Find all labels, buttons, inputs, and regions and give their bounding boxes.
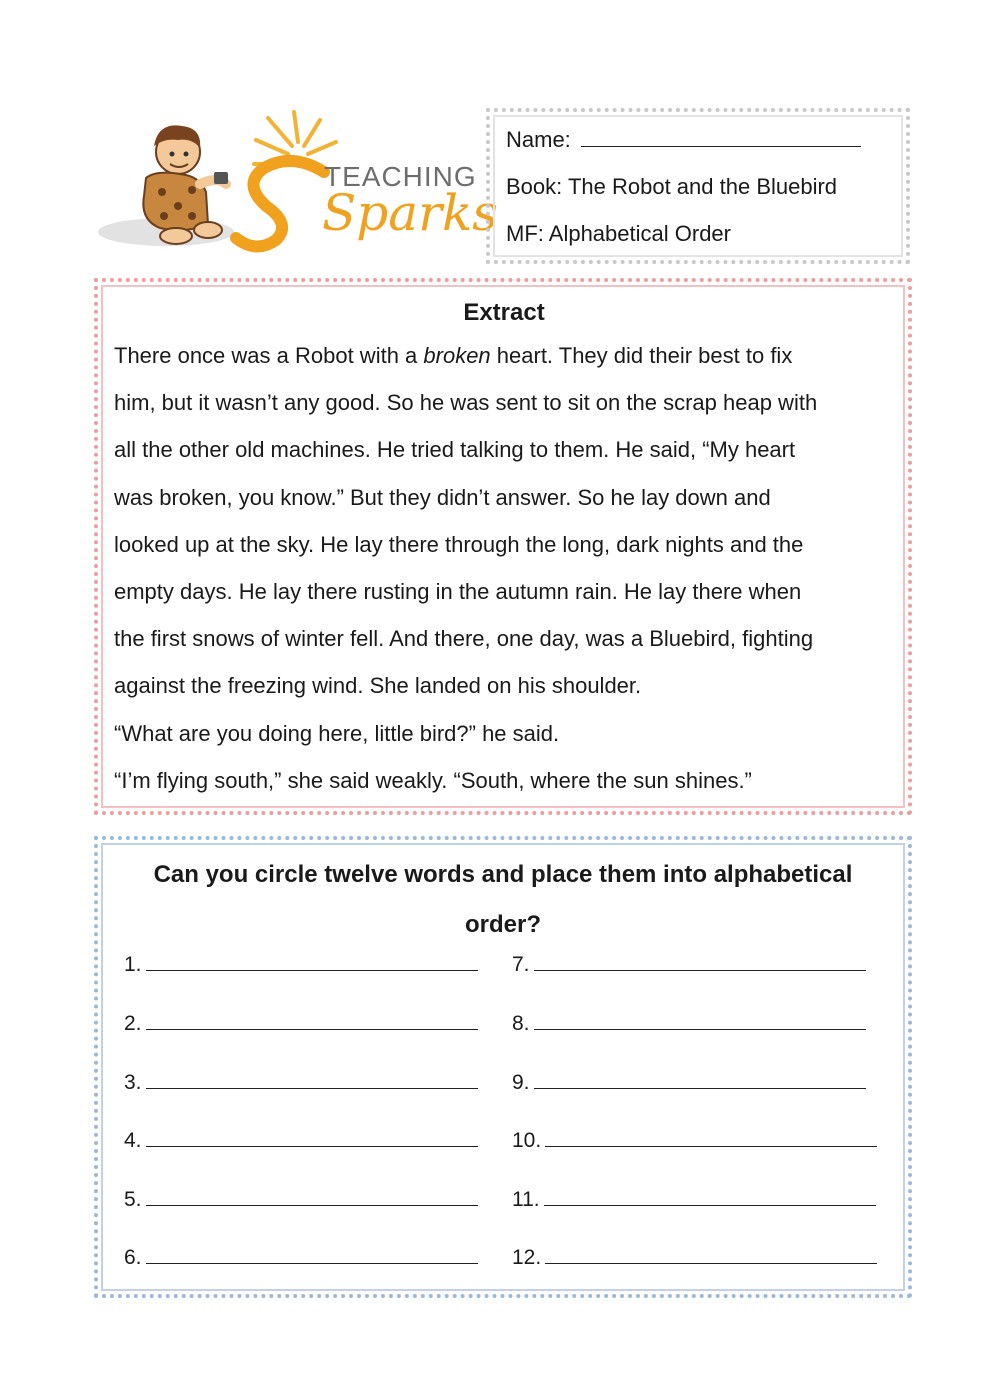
- extract-paragraph: [114, 332, 894, 710]
- emphasis-text: broken: [423, 343, 491, 368]
- answer-item: 4.: [124, 1126, 478, 1156]
- answer-line[interactable]: [146, 1068, 478, 1089]
- answer-line[interactable]: [146, 1009, 478, 1030]
- svg-text:Sparks: Sparks: [322, 184, 498, 242]
- extract-heading: Extract: [463, 299, 545, 326]
- extract-quote: “What are you doing here, little bird?” he said.: [114, 720, 560, 746]
- extract-line: against the freezing wind. She landed on his shoulder.: [114, 673, 642, 699]
- answer-line[interactable]: [545, 1126, 877, 1147]
- answer-list: [112, 950, 894, 1310]
- answer-item: 7.: [512, 950, 866, 980]
- extract-line: There once was a Robot with a broken heart. They did their best to fix: [114, 343, 793, 368]
- answer-item: 5.: [124, 1185, 478, 1215]
- caveman-icon: [143, 125, 228, 244]
- task-question: Can you circle twelve words and place them into alphabetical order?: [153, 861, 853, 938]
- book-title: Book: The Robot and the Bluebird: [506, 174, 838, 199]
- answer-item: 3.: [124, 1068, 478, 1098]
- name-row: [506, 124, 906, 171]
- extract-line: looked up at the sky. He lay there through the long, dark nights and the: [114, 531, 804, 557]
- name-label: Name:: [506, 127, 571, 152]
- answer-item: 8.: [512, 1009, 866, 1039]
- extract-box: [94, 278, 912, 815]
- teaching-sparks-logo: [96, 112, 498, 262]
- svg-text:TEACHING: TEACHING: [324, 161, 477, 192]
- answer-line[interactable]: [545, 1243, 877, 1264]
- extract-line: him, but it wasn’t any good. So he was sent to sit on the scrap heap with: [114, 390, 818, 416]
- task-box: [94, 836, 912, 1298]
- answer-line[interactable]: [146, 1126, 478, 1147]
- answer-line[interactable]: [146, 1185, 478, 1206]
- answer-line[interactable]: [534, 950, 866, 971]
- extract-line: all the other old machines. He tried talking to them. He said, “My heart: [114, 437, 796, 463]
- answer-item: 12.: [512, 1243, 877, 1273]
- answer-line[interactable]: [146, 950, 478, 971]
- answer-line[interactable]: [146, 1243, 478, 1264]
- answer-item: 10.: [512, 1126, 877, 1156]
- extract-quote: “I’m flying south,” she said weakly. “South, where the sun shines.”: [114, 767, 752, 793]
- answer-item: 1.: [124, 950, 478, 980]
- extract-line: empty days. He lay there rusting in the autumn rain. He lay there when: [114, 578, 802, 604]
- answer-item: 9.: [512, 1068, 866, 1098]
- answer-item: 2.: [124, 1009, 478, 1039]
- answer-line[interactable]: [534, 1009, 866, 1030]
- name-line[interactable]: [581, 124, 861, 147]
- extract-line: the first snows of winter fell. And there, one day, was a Bluebird, fighting: [114, 626, 814, 652]
- info-box: [486, 108, 910, 264]
- mf-label: MF: Alphabetical Order: [506, 221, 731, 246]
- extract-line: was broken, you know.” But they didn’t answer. So he lay down and: [114, 484, 771, 510]
- answer-item: 11.: [512, 1185, 876, 1215]
- answer-line[interactable]: [534, 1068, 866, 1089]
- answer-item: 6.: [124, 1243, 478, 1273]
- answer-line[interactable]: [544, 1185, 876, 1206]
